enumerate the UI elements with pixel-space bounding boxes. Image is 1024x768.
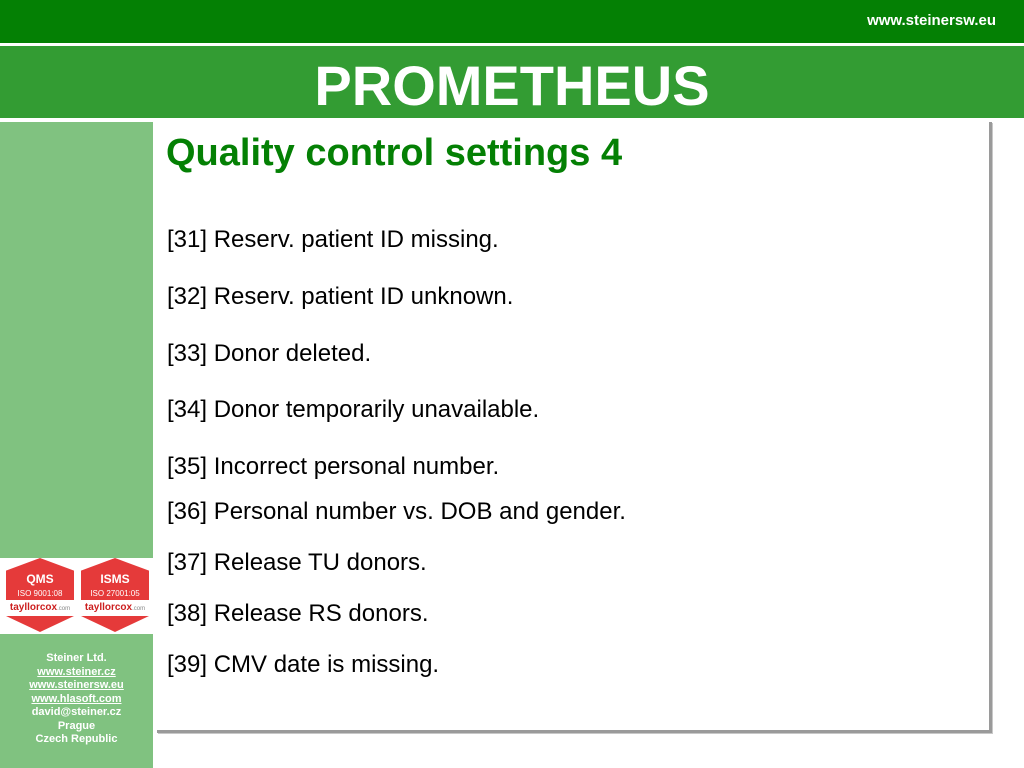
link-steinersw-eu[interactable]: www.steinersw.eu — [29, 679, 124, 691]
isms-certification-badge — [78, 558, 152, 634]
qms-brand-text: tayllorcox — [9, 602, 58, 613]
qms-badge-point — [6, 616, 74, 632]
company-name: Steiner Ltd. — [46, 652, 107, 664]
setting-item-36: [36] Personal number vs. DOB and gender. — [167, 498, 626, 525]
link-hlasoft-com[interactable]: www.hlasoft.com — [31, 692, 122, 705]
setting-item-38: [38] Release RS donors. — [167, 600, 429, 627]
setting-item-37: [37] Release TU donors. — [167, 549, 427, 576]
isms-brand-suffix: .com — [132, 606, 146, 612]
setting-item-34: [34] Donor temporarily unavailable. — [167, 396, 540, 423]
setting-item-31: [31] Reserv. patient ID missing. — [167, 226, 499, 253]
qms-badge-brand — [3, 602, 77, 613]
link-steiner-cz[interactable]: www.steiner.cz — [37, 665, 116, 678]
certification-logos — [0, 558, 153, 634]
contact-info — [0, 652, 153, 747]
website-url[interactable]: www.steinersw.eu — [867, 12, 996, 29]
isms-badge-brand — [78, 602, 152, 613]
qms-certification-badge — [3, 558, 77, 634]
isms-brand-text: tayllorcox — [84, 602, 133, 613]
isms-badge-iso: ISO 27001:05 — [90, 589, 140, 598]
app-title: PROMETHEUS — [314, 54, 710, 117]
contact-city: Prague — [57, 719, 96, 732]
contact-email: david@steiner.cz — [31, 706, 122, 718]
contact-country: Czech Republic — [35, 733, 118, 745]
isms-badge-name: ISMS — [100, 572, 130, 586]
isms-badge-point — [81, 616, 149, 632]
qms-brand-suffix: .com — [57, 606, 71, 612]
setting-item-39: [39] CMV date is missing. — [167, 651, 440, 678]
setting-item-35: [35] Incorrect personal number. — [167, 453, 500, 480]
setting-item-33: [33] Donor deleted. — [167, 340, 372, 367]
content-panel — [157, 122, 992, 733]
qms-badge-iso: ISO 9001:08 — [17, 589, 63, 598]
qms-badge-name: QMS — [26, 572, 54, 586]
setting-item-32: [32] Reserv. patient ID unknown. — [167, 283, 514, 310]
slide-heading: Quality control settings 4 — [166, 132, 623, 174]
